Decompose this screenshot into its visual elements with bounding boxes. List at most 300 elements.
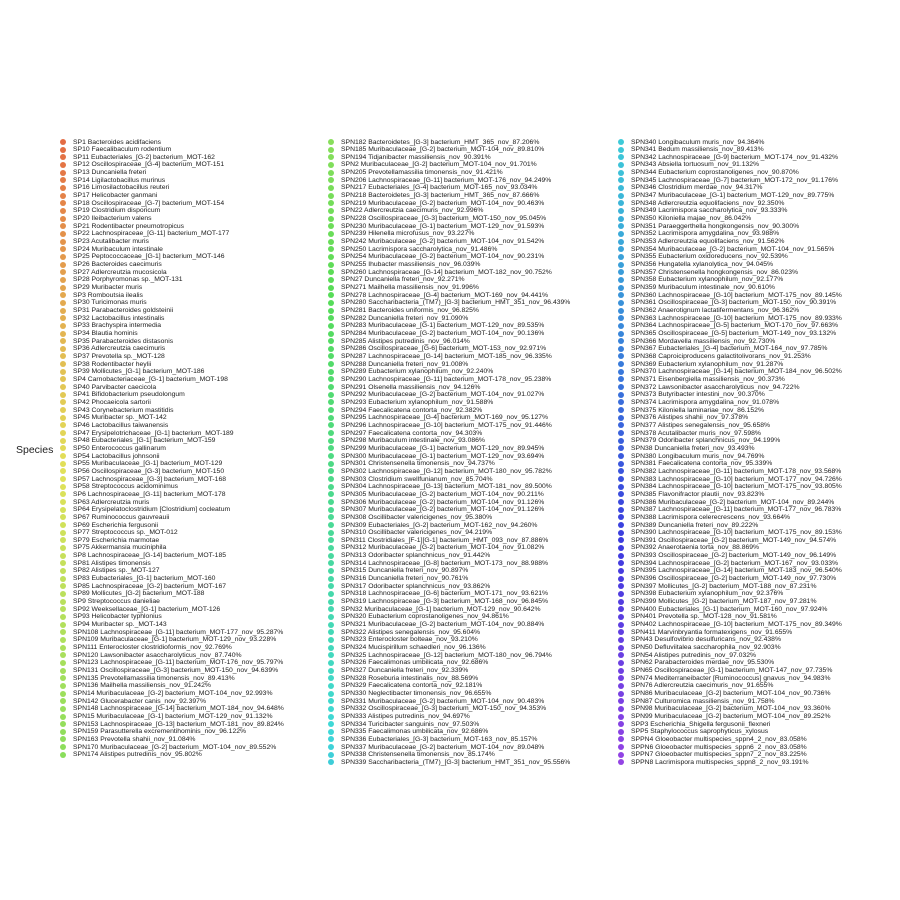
legend-label: SPN159 Parasutterella excrementihominis_nov_96.122% [73,728,247,736]
legend-label: SPN317 Odoribacter splanchnicus_nov_93.862% [341,582,491,590]
legend-label: SPN182 Bacteroidetes_[G-3] bacterium_HMT_365_nov_87.206% [341,138,540,146]
legend-label: SPN372 Lawsonibacter asaccharolyticus_nov_94.722% [631,383,800,391]
legend-label: SPN32 Muribaculaceae_[G-1] bacterium_MOT-129_nov_90.642% [341,605,541,613]
legend-color-dot [618,553,624,559]
legend-color-dot [60,714,66,720]
legend-label: SPN281 Bacteroides uniformis_nov_96.825% [341,307,479,315]
legend-label: SP77 Streptococcus sp._MOT-012 [73,529,178,537]
legend-label: SPN349 Lacrimispora saccharolytica_nov_93.333% [631,207,788,215]
legend-color-dot [60,170,66,176]
legend-color-dot [60,193,66,199]
legend-color-dot [618,346,624,352]
legend-label: SPN336 Eubacteriales_[G-3] bacterium_MOT-163_nov_85.157% [341,735,538,743]
legend-color-dot [328,736,334,742]
legend-color-dot [60,583,66,589]
legend-label: SPN382 Lachnospiraceae_[G-11] bacterium_MOT-178_nov_93.568% [631,467,842,475]
legend-color-dot [618,721,624,727]
legend-color-dot [328,706,334,712]
legend-color-dot [328,614,334,620]
legend-color-dot [60,514,66,520]
legend-label: SPN332 Oscillospiraceae_[G-3] bacterium_MOT-150_nov_94.353% [341,705,547,713]
legend-color-dot [60,752,66,758]
legend-color-dot [618,338,624,344]
legend-label: SPN99 Muribaculaceae_[G-2] bacterium_MOT-104_nov_89.252% [631,713,831,720]
legend-label: SPN62 Parabacteroides merdae_nov_95.530% [631,659,775,667]
legend-color-dot [328,645,334,651]
legend-color-dot [60,430,66,436]
legend-color-dot [328,438,334,444]
legend-label: SPN320 Eubacterium coprostanoligenes_nov_94.861% [341,613,509,621]
legend-label: SPN329 Faecalicatena contorta_nov_92.181% [341,682,483,690]
legend-color-dot [328,576,334,582]
legend-label: SP38 Rodentibacter heylii [73,360,152,368]
legend-label: SPN148 Lachnospiraceae_[G-14] bacterium_MOT-184_nov_94.648% [73,705,284,713]
legend-label: SPN311 Clostridiales_[F-1][G-1] bacterium_HMT_093_nov_87.886% [341,536,549,544]
legend-label: SPN379 Odoribacter splanchnicus_nov_94.199% [631,437,781,445]
legend-label: SPN316 Duncaniella freteri_nov_90.761% [341,575,469,583]
legend-label: SPN370 Lachnospiraceae_[G-14] bacterium_MOT-184_nov_96.502% [631,368,842,376]
legend-label: SPN340 Longibaculum muris_nov_94.364% [631,138,765,146]
legend-label: SPN299 Muribaculaceae_[G-1] bacterium_MOT-129_nov_89.945% [341,444,545,452]
legend-color-dot [60,308,66,314]
legend-color-dot [60,484,66,490]
legend-label: SP31 Parabacteroides goldsteinii [73,307,174,315]
legend-label: SPN393 Oscillospiraceae_[G-2] bacterium_MOT-149_nov_96.149% [631,552,837,560]
legend-label: SP85 Lachnospiraceae_[G-2] bacterium_MOT-167 [73,582,227,590]
legend-color-dot [328,629,334,635]
legend-label: SPN353 Adlercreutzia equolifaciens_nov_91.562% [631,238,785,246]
legend-label: SPN287 Lachnospiraceae_[G-14] bacterium_MOT-185_nov_96.335% [341,352,552,360]
legend-color-dot [618,537,624,543]
legend-label: SPN337 Muribaculaceae_[G-2] bacterium_MOT-104_nov_89.048% [341,743,545,751]
legend-color-dot [618,285,624,291]
legend-label: SP75 Akkermansia muciniphila [73,544,167,552]
legend-label: SP94 Muribacter sp._MOT-143 [73,621,167,629]
legend-label: SPN359 Muribaculum intestinale_nov_90.610% [631,284,775,292]
legend-color-dot [60,361,66,367]
legend-color-dot [60,353,66,359]
legend-color-dot [618,545,624,551]
legend-label: SPN313 Odoribacter splanchnicus_nov_91.442% [341,552,491,560]
legend-color-dot [618,239,624,245]
legend-label: SPN323 Enterocloster bolteae_nov_93.210% [341,636,478,644]
legend-color-dot [328,369,334,375]
legend-color-dot [618,277,624,283]
legend-label: SPN15 Muribaculaceae_[G-1] bacterium_MOT-129_nov_91.132% [73,713,273,720]
legend-label: SP33 Brachyspira intermedia [73,322,162,330]
legend-label: SPN389 Duncaniella freteri_nov_89.222% [631,521,759,529]
legend-color-dot [60,331,66,337]
legend-color-dot [618,430,624,436]
legend-label: SPN136 Mailhella massiliensis_nov_91.242% [73,682,211,690]
legend-color-dot [618,484,624,490]
legend-color-dot [618,154,624,160]
legend-color-dot [328,507,334,513]
legend-color-dot [618,499,624,505]
legend-label: SPN383 Lachnospiraceae_[G-10] bacterium_MOT-177_nov_94.726% [631,475,842,483]
legend-label: SPP5 Staphylococcus saprophyticus_xylosus [631,728,769,736]
legend-color-dot [618,399,624,405]
legend-label: SPN109 Muribaculaceae_[G-1] bacterium_MOT-129_nov_93.228% [73,636,277,644]
legend-label: SP63 Adlercreutzia muris [73,498,150,506]
legend-color-dot [60,139,66,145]
legend-color-dot [618,369,624,375]
legend-color-dot [60,622,66,628]
legend-label: SPN297 Faecalicatena contorta_nov_94.303% [341,429,483,437]
legend-color-dot [618,170,624,176]
legend-color-dot [328,560,334,566]
legend-label: SPN388 Lacrimispora celerecrescens_nov_93.664% [631,513,791,521]
legend-label: SP54 Lactobacillus johnsonii [73,452,160,460]
legend-label: SP11 Eubacteriales_[G-2] bacterium_MOT-162 [73,153,215,161]
legend-color-dot [618,300,624,306]
legend-label: SPN250 Lacrimispora saccharolytica_nov_91.486% [341,245,498,253]
legend-color-dot [328,691,334,697]
legend-label: SPN135 Prevotellamassilia timonensis_nov_89.413% [73,674,235,682]
legend-color-dot [60,407,66,413]
legend-color-dot [60,476,66,482]
legend-color-dot [60,652,66,658]
legend-label: SP89 Mollicutes_[G-2] bacterium_MOT-188 [73,590,205,598]
legend-color-dot [618,668,624,674]
legend-color-dot [618,185,624,191]
legend-color-dot [60,254,66,260]
legend-label: SPN402 Lachnospiraceae_[G-10] bacterium_MOT-175_nov_89.349% [631,621,842,629]
legend-label: SP24 Muribaculum intestinale [73,245,163,253]
legend-color-dot [60,491,66,497]
legend-color-dot [328,193,334,199]
legend-label: SPN293 Eubacterium xylanophilum_nov_91.588% [341,398,494,406]
legend-color-dot [328,361,334,367]
legend-label: SPN292 Muribaculaceae_[G-2] bacterium_MOT-104_nov_91.027% [341,391,545,399]
legend-color-dot [328,262,334,268]
legend-label: SP55 Muribaculaceae_[G-1] bacterium_MOT-129 [73,460,223,468]
legend-label: SPN108 Lachnospiraceae_[G-11] bacterium_MOT-177_nov_95.287% [73,628,284,636]
legend-color-dot [328,392,334,398]
legend-color-dot [60,629,66,635]
legend-label: SPN319 Lachnospiraceae_[G-3] bacterium_MOT-168_nov_96.845% [341,598,549,606]
legend-color-dot [60,376,66,382]
legend-label: SPN206 Lachnospiraceae_[G-11] bacterium_MOT-176_nov_94.249% [341,176,552,184]
legend-label: SPN375 Kiloniella laminariae_nov_86.152% [631,406,765,414]
legend-color-dot [328,744,334,750]
legend-color-dot [60,154,66,160]
legend-label: SP83 Eubacteriales_[G-1] bacterium_MOT-160 [73,575,216,583]
legend-label: SPN185 Muribaculaceae_[G-2] bacterium_MOT-104_nov_89.810% [341,146,545,154]
legend-label: SPN289 Eubacterium xylanophilum_nov_92.240% [341,368,494,376]
legend-color-dot [328,338,334,344]
legend-label: SPN218 Bacteroidetes_[G-3] bacterium_HMT_365_nov_87.666% [341,192,540,200]
legend-label: SPN288 Duncaniella freteri_nov_91.008% [341,360,469,368]
legend-color-dot [618,438,624,444]
legend-color-dot [60,545,66,551]
legend-label: SPN390 Lachnospiraceae_[G-10] bacterium_MOT-175_nov_89.153% [631,529,842,537]
legend-label: SPN385 Flavonifractor plautii_nov_93.823% [631,490,765,498]
legend-color-dot [60,315,66,321]
legend-color-dot [328,231,334,237]
legend-label: SPN376 Alistipes shahii_nov_97.378% [631,414,749,422]
legend-label: SPN369 Eubacterium xylanophilum_nov_91.287% [631,360,784,368]
legend-color-dot [618,361,624,367]
legend-color-dot [328,591,334,597]
legend-color-dot [328,254,334,260]
legend-label: SPN374 Lacrimispora amygdalina_nov_91.078% [631,398,780,406]
legend-label: SPN65 Oscillospiraceae_[G-1] bacterium_MOT-147_nov_97.735% [631,667,833,675]
legend-label: SPN377 Alistipes senegalensis_nov_95.658% [631,421,771,429]
legend-color-dot [60,438,66,444]
legend-label: SPN400 Eubacteriales_[G-1] bacterium_MOT-160_nov_97.924% [631,605,828,613]
legend-color-dot [328,568,334,574]
legend-color-dot [618,599,624,605]
legend-color-dot [618,269,624,275]
legend-color-dot [618,376,624,382]
legend-label: SP14 Ligilactobacillus murinus [73,176,166,184]
legend-color-dot [328,660,334,666]
legend-color-dot [60,415,66,421]
legend-label: SPN386 Muribaculaceae_[G-2] bacterium_MOT-104_nov_89.244% [631,498,835,506]
legend-color-dot [328,399,334,405]
legend-color-dot [328,599,334,605]
legend-label: SPN239 Hilenella microfusus_nov_93.227% [341,230,475,238]
legend-label: SPN283 Muribaculaceae_[G-1] bacterium_MOT-129_nov_89.535% [341,322,545,330]
legend-color-dot [60,453,66,459]
legend-label: SPN120 Lawsonibacter asaccharolyticus_nov_87.740% [73,651,242,659]
legend-label: SPN87 Culturomica massiliensis_nov_91.758% [631,697,775,705]
legend-label: SPN362 Anaerotignum lactatifermentans_nov_96.362% [631,307,800,315]
legend-label: SP23 Acutalibacter muris [73,238,149,246]
legend-color-dot [60,698,66,704]
legend-label: SPN360 Lachnospiraceae_[G-10] bacterium_MOT-175_nov_89.145% [631,291,842,299]
legend-label: SPN295 Lachnospiraceae_[G-4] bacterium_MOT-169_nov_95.127% [341,414,549,422]
legend-color-dot [328,453,334,459]
legend-label: SPN86 Muribaculaceae_[G-2] bacterium_MOT-104_nov_90.736% [631,690,831,698]
legend-color-dot [618,507,624,513]
legend-label: SPN357 Christensenella hongkongensis_nov_86.023% [631,268,799,276]
legend-color-dot [60,208,66,214]
legend-color-dot [60,637,66,643]
legend-color-dot [618,691,624,697]
legend-label: SP39 Mollicutes_[G-1] bacterium_MOT-186 [73,368,205,376]
legend-color-dot [618,262,624,268]
legend-label: SPN163 Prevotella shahii_nov_91.084% [73,735,196,743]
legend-label: SPN371 Eisenbergiella massiliensis_nov_90.373% [631,375,785,383]
legend-label: SP26 Bacteroides caecimuris [73,261,162,269]
legend-color-dot [328,162,334,168]
legend-color-dot [618,223,624,229]
legend-label: SPN303 Clostridium swellfunianum_nov_85.704% [341,475,493,483]
legend-color-dot [618,139,624,145]
legend-label: SPN305 Muribaculaceae_[G-2] bacterium_MOT-104_nov_90.211% [341,490,544,498]
legend-label: SPN411 Marvinbryantia formatexigens_nov_91.655% [631,628,793,636]
legend-color-dot [618,353,624,359]
legend-label: SPN38 Duncaniella freteri_nov_93.493% [631,444,755,452]
legend-label: SPN335 Faecalimonas umbilicata_nov_92.686% [341,728,489,736]
legend-color-dot [618,622,624,628]
legend-label: SPN2 Muribaculaceae_[G-2] bacterium_MOT-104_nov_91.701% [341,161,537,169]
legend-label: SPN278 Lachnospiraceae_[G-4] bacterium_MOT-169_nov_94.441% [341,291,549,299]
legend-color-dot [328,683,334,689]
legend-label: SP13 Duncaniella freteri [73,169,147,177]
legend-color-dot [328,545,334,551]
legend-label: SPN14 Muribaculaceae_[G-2] bacterium_MOT-104_nov_92.993% [73,690,273,698]
legend-label: SPN302 Lachnospiraceae_[G-12] bacterium_MOT-180_nov_95.782% [341,467,552,475]
legend-label: SP42 Phocaeicola sartorii [73,398,151,406]
legend-color-dot [60,706,66,712]
legend-label: SP1 Bacteroides acidifaciens [73,138,162,146]
legend-color-dot [328,200,334,206]
legend-label: SPN230 Muribaculaceae_[G-1] bacterium_MOT-129_nov_91.593% [341,222,545,230]
legend-color-dot [328,353,334,359]
legend-label: SPN352 Lacrimispora amygdalina_nov_93.988% [631,230,780,238]
legend-color-dot [60,300,66,306]
legend-label: SPN339 Saccharibacteria_(TM7)_[G-3] bacterium_HMT_351_nov_95.556% [341,758,571,766]
legend-color-dot [618,445,624,451]
legend-color-dot [60,384,66,390]
legend-color-dot [60,162,66,168]
legend-color-dot [618,315,624,321]
legend-color-dot [328,415,334,421]
legend-color-dot [618,323,624,329]
legend-label: SPN368 Caproiciproducens galactitolivorans_nov_91.253% [631,352,811,360]
legend-color-dot [60,729,66,735]
legend-label: SPN358 Eubacterium xylanophilum_nov_92.177% [631,276,784,284]
legend-label: SP57 Lachnospiraceae_[G-3] bacterium_MOT-168 [73,475,227,483]
legend-label: SPN228 Oscillospiraceae_[G-3] bacterium_MOT-150_nov_95.045% [341,215,547,223]
legend-color-dot [60,553,66,559]
legend-color-dot [60,369,66,375]
legend-color-dot [328,553,334,559]
legend-color-dot [618,415,624,421]
legend-label: SP20 Ileibacterium valens [73,215,152,223]
legend-color-dot [60,223,66,229]
legend-color-dot [60,445,66,451]
legend-label: SPN307 Muribaculaceae_[G-2] bacterium_MOT-104_nov_91.126% [341,506,545,514]
legend-label: SPN318 Lachnospiraceae_[G-6] bacterium_MOT-171_nov_93.621% [341,590,549,598]
legend-color-dot [618,200,624,206]
legend-color-dot [60,576,66,582]
legend-color-dot [60,338,66,344]
legend-label: SP45 Muribacter sp._MOT-142 [73,414,167,422]
legend-color-dot [328,407,334,413]
legend-label: SP19 Clostridium disporicum [73,207,161,215]
legend-color-dot [60,691,66,697]
legend-label: SPN290 Lachnospiraceae_[G-11] bacterium_MOT-178_nov_95.238% [341,375,552,383]
legend-label: SPN361 Oscillospiraceae_[G-3] bacterium_MOT-150_nov_90.391% [631,299,837,307]
legend-label: SPN254 Muribaculaceae_[G-2] bacterium_MOT-104_nov_90.231% [341,253,545,261]
legend-color-dot [328,346,334,352]
legend-label: SPN396 Oscillospiraceae_[G-2] bacterium_MOT-149_nov_97.730% [631,575,837,583]
legend-color-dot [618,193,624,199]
legend-label: SP58 Streptococcus acidominimus [73,483,179,491]
legend-color-dot [618,331,624,337]
legend-color-dot [328,208,334,214]
legend-label: SPN356 Hungatella xylanolytica_nov_94.045% [631,261,774,269]
legend-label: SPN304 Lachnospiraceae_[G-13] bacterium_MOT-181_nov_89.500% [341,483,552,491]
legend-color-dot [618,568,624,574]
legend-label: SPN321 Muribaculaceae_[G-2] bacterium_MOT-104_nov_90.884% [341,621,545,629]
legend-color-dot [328,484,334,490]
legend-color-dot [328,185,334,191]
legend-color-dot [618,583,624,589]
legend-label: SP37 Prevotella sp._MOT-128 [73,352,165,360]
legend-color-dot [328,430,334,436]
legend-label: SPN330 Neglectibacter timonensis_nov_96.655% [341,690,492,698]
legend-color-dot [618,744,624,750]
legend-color-dot [60,507,66,513]
legend-label: SPPN4 Gloeobacter multispecies_sppn4_2_nov_83.058% [631,735,807,743]
legend-color-dot [60,645,66,651]
legend-label: SPN395 Lachnospiraceae_[G-14] bacterium_MOT-183_nov_96.540% [631,567,842,575]
legend-color-dot [60,399,66,405]
legend-color-dot [328,323,334,329]
legend-label: SPN255 Ihubacter massiliensis_nov_96.039% [341,261,481,269]
legend-label: SPN74 Mediterraneibacter [Ruminococcus] gnavus_nov_94.983% [631,674,831,682]
legend-item [60,750,202,759]
legend-label: SP56 Oscillospiraceae_[G-3] bacterium_MOT-150 [73,467,225,475]
legend-label: SPN294 Faecalicatena contorta_nov_92.382% [341,406,483,414]
legend-color-dot [618,453,624,459]
legend-label: SP32 Lactobacillus intestinalis [73,314,165,322]
legend-label: SPN333 Alistipes putredinis_nov_94.697% [341,713,470,720]
legend-color-dot [618,637,624,643]
legend-color-dot [328,461,334,467]
legend-label: SPN123 Lachnospiraceae_[G-11] bacterium_MOT-176_nov_95.797% [73,659,284,667]
legend-label: SP18 Oscillospiraceae_[G-7] bacterium_MOT-154 [73,199,225,207]
legend-label: SP93 Helicobacter typhlonius [73,613,162,621]
legend-label: SP41 Bifidobacterium pseudolongum [73,391,185,399]
legend-label: SP6 Lachnospiraceae_[G-11] bacterium_MOT-178 [73,490,226,498]
legend-label: SPN341 Bedum massiliensis_nov_89.413% [631,146,764,154]
legend-color-dot [618,392,624,398]
legend-color-dot [328,216,334,222]
legend-label: SPN300 Muribaculaceae_[G-1] bacterium_MOT-129_nov_93.694% [341,452,545,460]
legend-label: SPN54 Alistipes putredinis_nov_97.032% [631,651,757,659]
legend-color-dot [618,660,624,666]
legend-color-dot [618,591,624,597]
legend-color-dot [618,683,624,689]
legend-label: SPN76 Adlercreutzia caecimuris_nov_91.655% [631,682,774,690]
legend-color-dot [328,537,334,543]
legend-label: SPN308 Oscillibacter valericigenes_nov_95.380% [341,513,493,521]
legend-color-dot [60,530,66,536]
legend-color-dot [328,514,334,520]
legend-color-dot [60,292,66,298]
legend-label: SP3 Romboutsia ilealis [73,291,143,299]
legend-label: SPN309 Eubacteriales_[G-2] bacterium_MOT-162_nov_94.260% [341,521,538,529]
legend-label: SP82 Alistipes sp._MOT-127 [73,567,160,575]
legend-color-dot [60,721,66,727]
legend-color-dot [618,675,624,681]
legend-color-dot [618,254,624,260]
legend-color-dot [328,606,334,612]
legend-label: SPN364 Lachnospiraceae_[G-5] bacterium_MOT-170_nov_97.663% [631,322,839,330]
legend-color-dot [618,476,624,482]
legend-color-dot [60,461,66,467]
legend-color-dot [328,476,334,482]
legend-label: SPN43 Desulfovibrio desulfuricans_nov_92.438% [631,636,781,644]
legend-color-dot [60,468,66,474]
legend-color-dot [618,729,624,735]
legend-label: SPN331 Muribaculaceae_[G-2] bacterium_MOT-104_nov_90.483% [341,697,545,705]
legend-color-dot [618,231,624,237]
legend-color-dot [328,285,334,291]
legend-label: SPN350 Kiloniella majae_nov_86.042% [631,215,752,223]
legend-label: SPN298 Muribaculum intestinale_nov_93.086% [341,437,485,445]
legend-label: SPN365 Oscillospiraceae_[G-5] bacterium_MOT-149_nov_93.132% [631,330,837,337]
legend-color-dot [618,461,624,467]
legend-color-dot [618,736,624,742]
legend-color-dot [328,300,334,306]
